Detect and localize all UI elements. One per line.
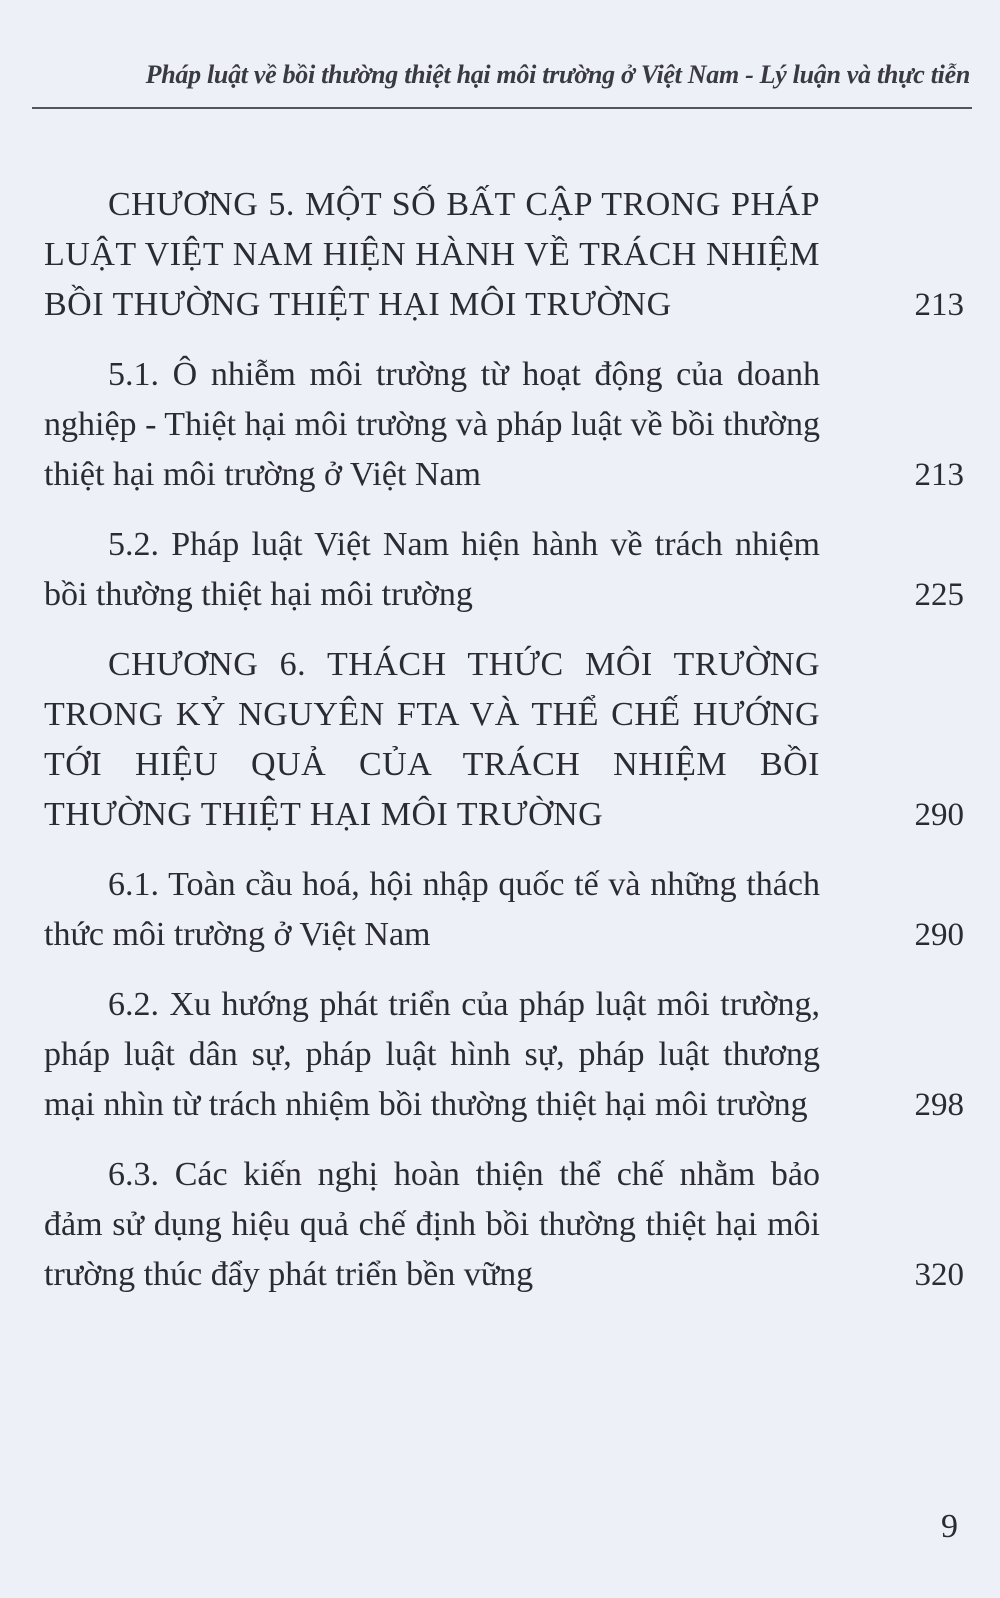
- toc-entry-page: 290: [914, 797, 964, 833]
- toc-entry-chapter-6: [44, 640, 964, 840]
- toc-entry-page: 213: [914, 287, 964, 323]
- header-rule: [32, 107, 972, 109]
- toc-entry-section-5-2: [44, 520, 964, 620]
- toc-entry-section-5-1: [44, 350, 964, 500]
- toc-entry-page: 290: [914, 917, 964, 953]
- toc-entry-page: 225: [914, 577, 964, 613]
- toc-entry-title: 6.1. Toàn cầu hoá, hội nhập quốc tế và những thách thức môi trường ở Việt Nam: [44, 866, 820, 953]
- toc-entry-title: 6.3. Các kiến nghị hoàn thiện thể chế nhằm bảo đảm sử dụng hiệu quả chế định bồi thường thiệt hại môi trường thúc đẩy phát triển bền vững: [44, 1156, 820, 1293]
- toc-entry-title: 6.2. Xu hướng phát triển của pháp luật môi trường, pháp luật dân sự, pháp luật hình sự, pháp luật thương mại nhìn từ trách nhiệm bồi thường thiệt hại môi trường: [44, 986, 820, 1123]
- toc-entry-title: CHƯƠNG 6. THÁCH THỨC MÔI TRƯỜNG TRONG KỶ NGUYÊN FTA VÀ THỂ CHẾ HƯỚNG TỚI HIỆU QUẢ CỦA TRÁCH NHIỆM BỒI THƯỜNG THIỆT HẠI MÔI TRƯỜNG: [44, 646, 820, 833]
- toc-entry-section-6-3: [44, 1150, 964, 1300]
- toc-entry-title: 5.1. Ô nhiễm môi trường từ hoạt động của doanh nghiệp - Thiệt hại môi trường và pháp luật về bồi thường thiệt hại môi trường ở Việt Nam: [44, 356, 820, 493]
- toc-entry-section-6-2: [44, 980, 964, 1130]
- toc-entry-page: 320: [914, 1257, 964, 1293]
- page-number: 9: [941, 1508, 958, 1545]
- toc-entry-page: 298: [914, 1087, 964, 1123]
- table-of-contents: [44, 180, 964, 1320]
- toc-entry-chapter-5: [44, 180, 964, 330]
- toc-entry-title: 5.2. Pháp luật Việt Nam hiện hành về trách nhiệm bồi thường thiệt hại môi trường: [44, 526, 820, 613]
- running-head: Pháp luật về bồi thường thiệt hại môi trường ở Việt Nam - Lý luận và thực tiễn: [145, 60, 970, 89]
- toc-entry-section-6-1: [44, 860, 964, 960]
- toc-entry-page: 213: [914, 457, 964, 493]
- toc-entry-title: CHƯƠNG 5. MỘT SỐ BẤT CẬP TRONG PHÁP LUẬT VIỆT NAM HIỆN HÀNH VỀ TRÁCH NHIỆM BỒI THƯỜNG THIỆT HẠI MÔI TRƯỜNG: [44, 186, 820, 323]
